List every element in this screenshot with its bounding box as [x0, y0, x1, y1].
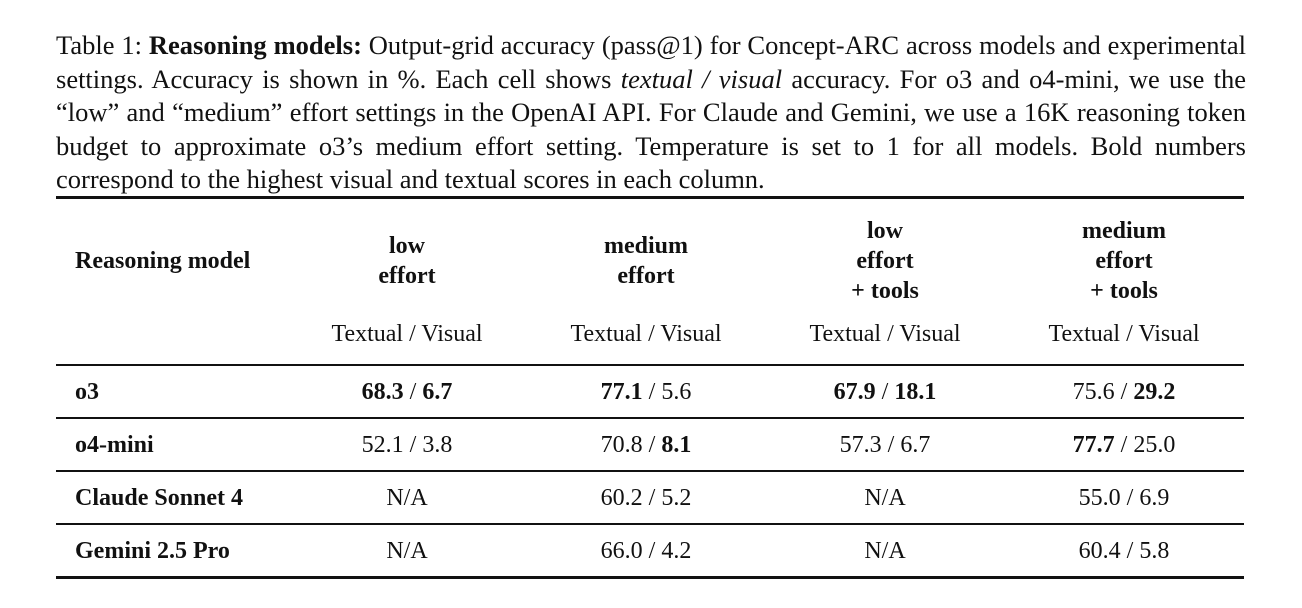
row-header-label: Reasoning model	[75, 248, 251, 274]
model-name: o3	[75, 379, 99, 405]
cell-separator: /	[403, 379, 423, 405]
table-cell	[770, 377, 1000, 407]
column-header-line: medium	[604, 233, 688, 259]
visual-score: 4.2	[661, 538, 692, 564]
table-row-divider	[56, 417, 1244, 419]
column-subheader: Textual / Visual	[570, 321, 722, 347]
table-cell	[770, 430, 1000, 460]
table-cell	[292, 430, 522, 460]
column-header-line: low	[389, 233, 425, 259]
caption-text-1: Output-grid accuracy (pass@1) for Concept-ARC across models and experimental settings. Accuracy is shown in %. Each cell shows	[56, 30, 1246, 94]
visual-score: 5.8	[1139, 538, 1170, 564]
textual-score: 57.3	[839, 432, 882, 458]
caption-text-2: accuracy. For o3 and o4-mini, we use the “low” and “medium” effort settings in the OpenAI API. For Claude and Gemini, we use a 16K reasoning token budget to approximate o3’s medium effort setting. Temperature is set to 1 for all models. Bold numbers correspond to the highest visual and textual scores in each column.	[56, 63, 1247, 194]
textual-score: 60.4	[1078, 538, 1121, 564]
column-header-line: effort	[856, 248, 914, 274]
column-header-line: + tools	[851, 278, 919, 304]
column-header-line: + tools	[1090, 278, 1158, 304]
caption-bold-title: Reasoning models:	[148, 30, 362, 60]
visual-score: 18.1	[894, 379, 937, 405]
textual-score: 55.0	[1078, 485, 1121, 511]
table-cell: N/A	[386, 485, 428, 511]
table-cell	[531, 536, 761, 566]
column-subheader: Textual / Visual	[809, 321, 961, 347]
table-cell: N/A	[386, 538, 428, 564]
table-cell	[1009, 430, 1239, 460]
table-cell	[292, 377, 522, 407]
textual-score: 67.9	[833, 379, 876, 405]
model-name: o4-mini	[75, 432, 154, 458]
visual-score: 5.2	[661, 485, 692, 511]
textual-score: 68.3	[361, 379, 404, 405]
textual-score: 66.0	[600, 538, 643, 564]
column-header-line: effort	[617, 263, 675, 289]
column-header-line: low	[867, 218, 903, 244]
textual-score: 77.7	[1072, 432, 1115, 458]
cell-separator: /	[881, 432, 901, 458]
table-cell	[1009, 536, 1239, 566]
table-cell	[531, 430, 761, 460]
column-subheader: Textual / Visual	[1048, 321, 1200, 347]
cell-separator: /	[1120, 485, 1140, 511]
visual-score: 25.0	[1133, 432, 1176, 458]
textual-score: 77.1	[600, 379, 643, 405]
column-header-line: effort	[1095, 248, 1153, 274]
table-cell	[531, 377, 761, 407]
table-caption	[56, 29, 1246, 197]
textual-score: 75.6	[1072, 379, 1115, 405]
column-subheader: Textual / Visual	[331, 321, 483, 347]
textual-score: 52.1	[361, 432, 404, 458]
visual-score: 5.6	[661, 379, 692, 405]
table-header-rule	[56, 364, 1244, 366]
table-bottom-rule	[56, 576, 1244, 579]
cell-separator: /	[642, 538, 662, 564]
caption-label: Table 1:	[56, 30, 149, 60]
cell-separator: /	[1120, 538, 1140, 564]
cell-separator: /	[642, 432, 662, 458]
table-cell: N/A	[864, 538, 906, 564]
table-cell: N/A	[864, 485, 906, 511]
table-top-rule	[56, 196, 1244, 199]
visual-score: 3.8	[422, 432, 453, 458]
cell-separator: /	[875, 379, 895, 405]
cell-separator: /	[403, 432, 423, 458]
model-name: Gemini 2.5 Pro	[75, 538, 230, 564]
column-header-line: effort	[378, 263, 436, 289]
cell-separator: /	[1114, 379, 1134, 405]
table-cell	[1009, 377, 1239, 407]
cell-separator: /	[642, 485, 662, 511]
visual-score: 29.2	[1133, 379, 1176, 405]
visual-score: 6.9	[1139, 485, 1170, 511]
column-header-line: medium	[1082, 218, 1166, 244]
visual-score: 6.7	[422, 379, 453, 405]
cell-separator: /	[642, 379, 662, 405]
table-cell	[531, 483, 761, 513]
cell-separator: /	[1114, 432, 1134, 458]
visual-score: 6.7	[900, 432, 931, 458]
table-row-divider	[56, 470, 1244, 472]
textual-score: 70.8	[600, 432, 643, 458]
caption-italic: textual / visual	[620, 63, 783, 94]
model-name: Claude Sonnet 4	[75, 485, 244, 511]
textual-score: 60.2	[600, 485, 643, 511]
table-cell	[1009, 483, 1239, 513]
table-row-divider	[56, 523, 1244, 525]
visual-score: 8.1	[661, 432, 692, 458]
